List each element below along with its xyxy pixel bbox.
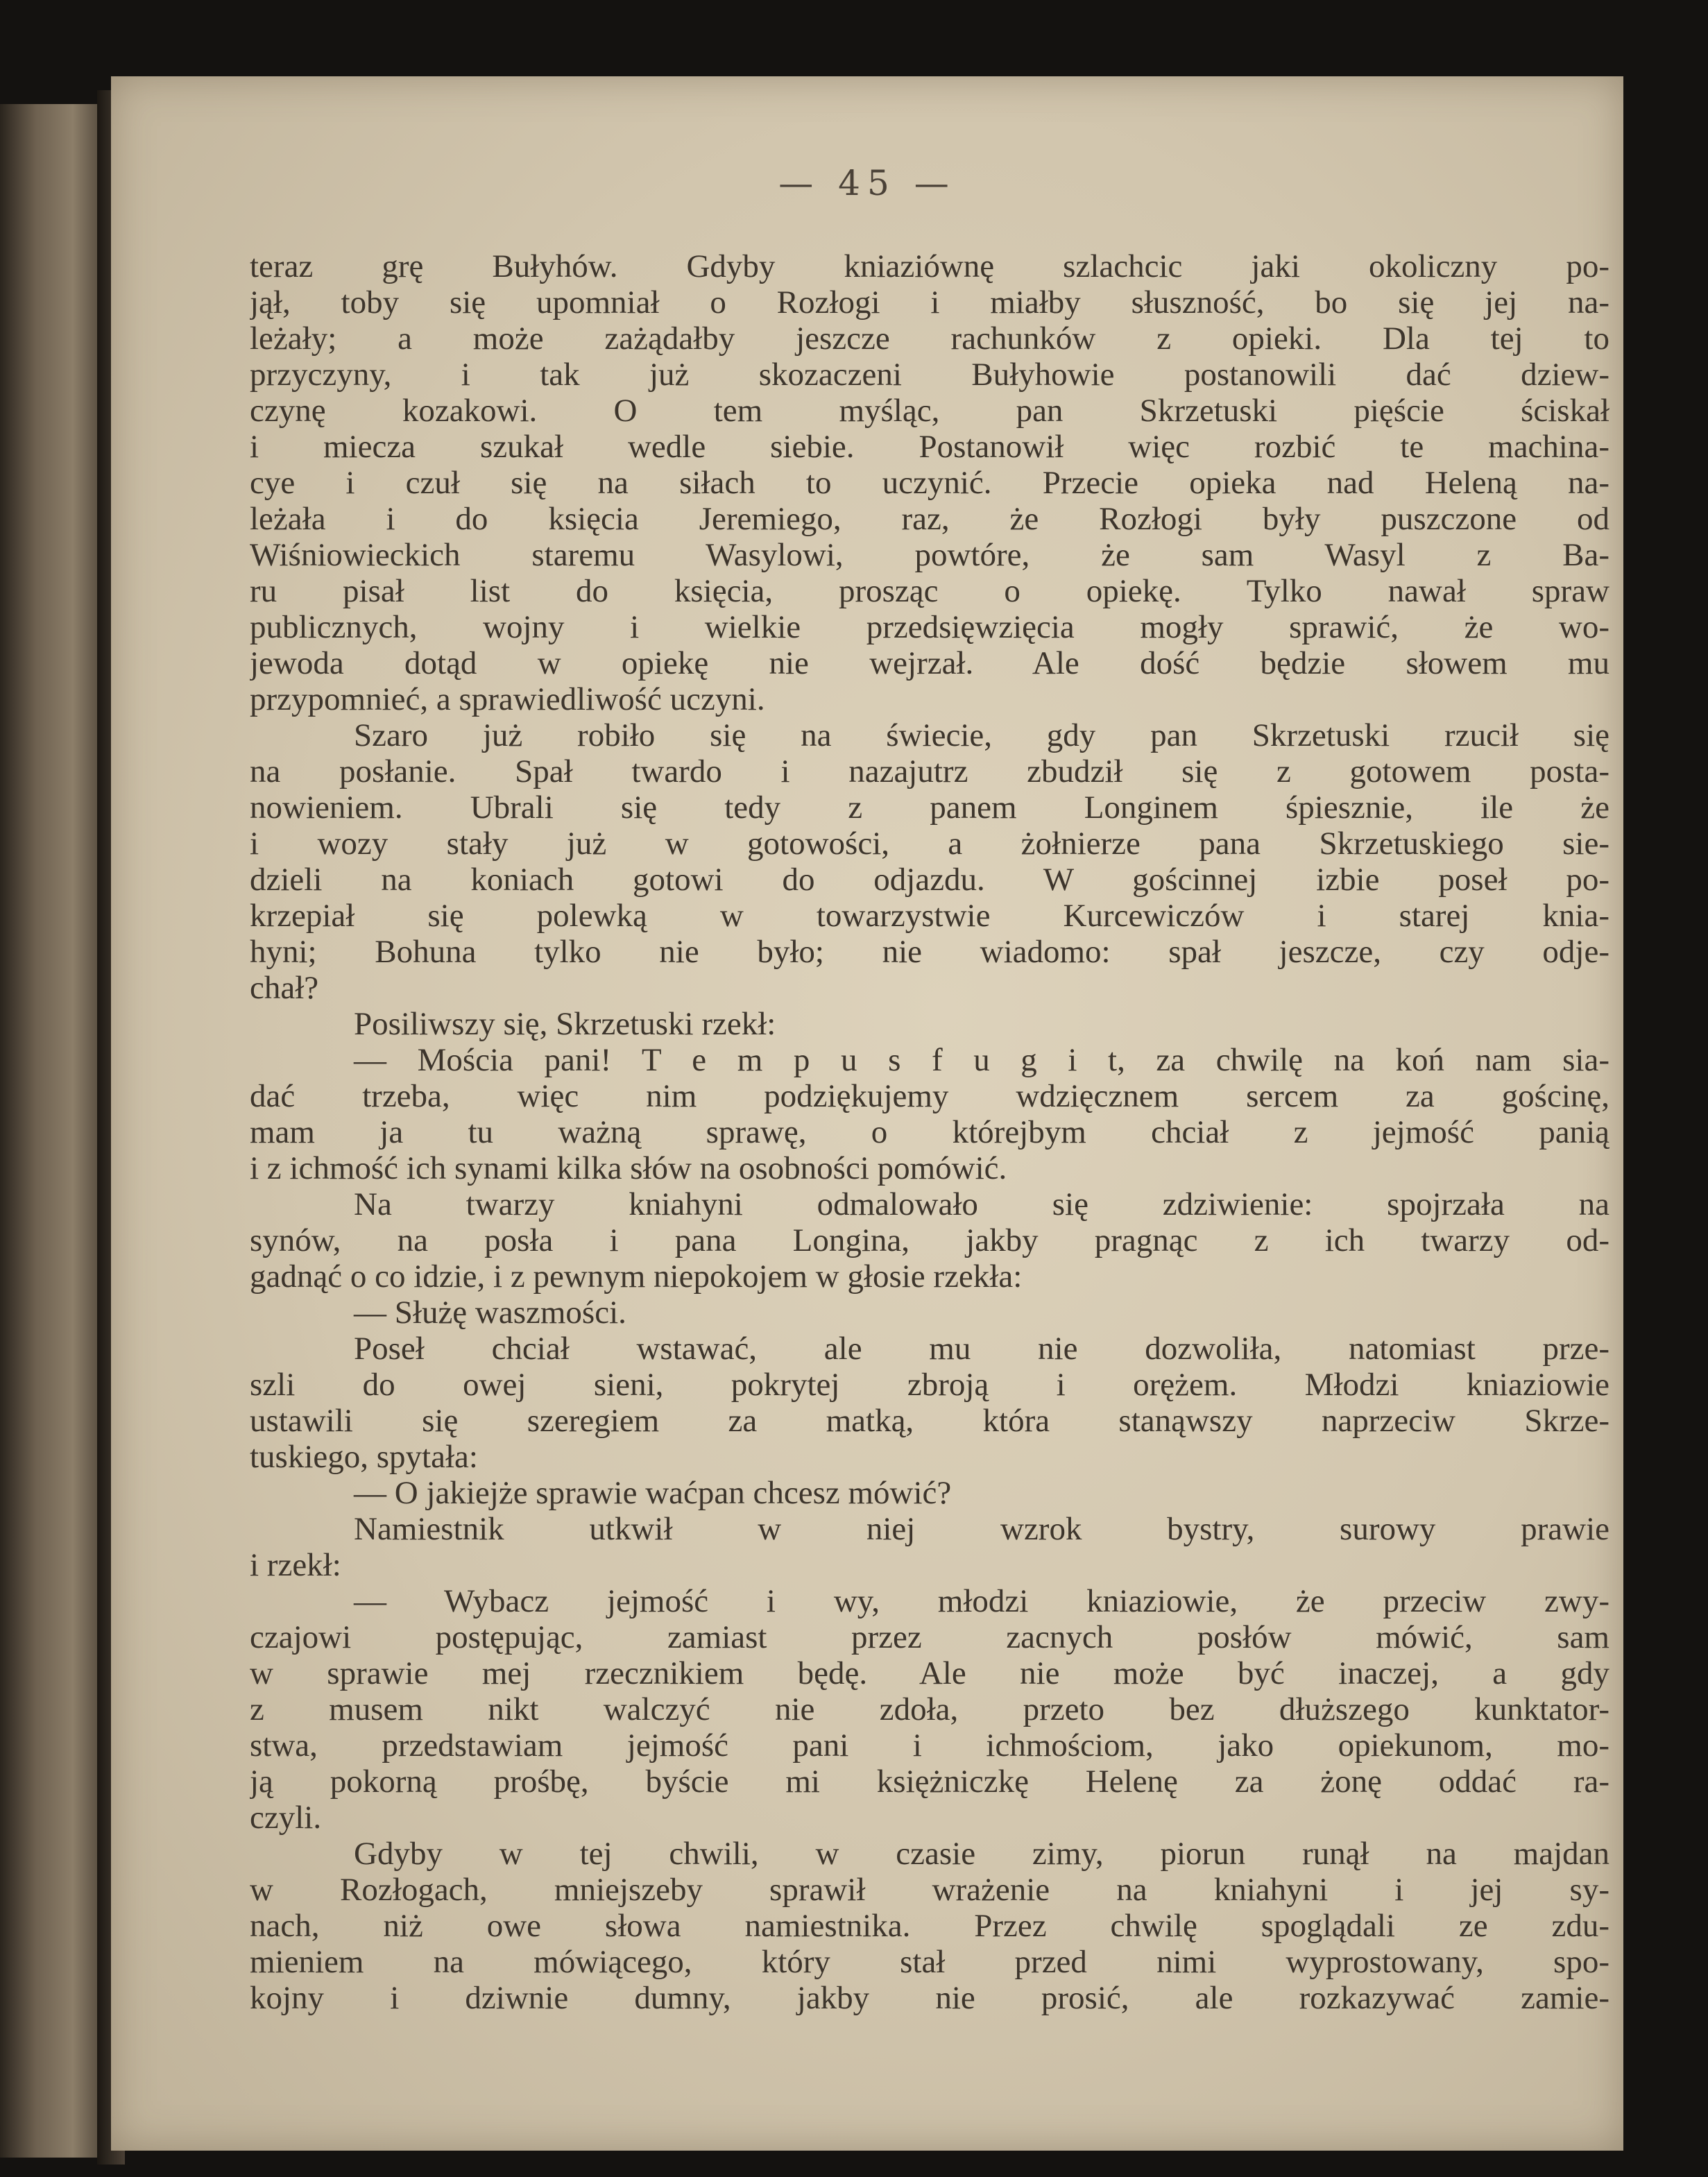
text-line: Namiestnik utkwił w niej wzrok bystry, surowy prawie [354, 1511, 1609, 1547]
text-line: gadnąć o co idzie, i z pewnym niepokojem w głosie rzekła: [250, 1258, 1023, 1295]
text-line: w sprawie mej rzecznikiem będę. Ale nie może być inaczej, a gdy [250, 1655, 1609, 1691]
text-line: leżała i do księcia Jeremiego, raz, że Rozłogi były puszczone od [250, 501, 1609, 537]
text-line: tuskiego, spytała: [250, 1439, 478, 1475]
book-page [111, 76, 1623, 2151]
text-line: na posłanie. Spał twardo i nazajutrz zbudził się z gotowem posta- [250, 753, 1609, 789]
text-line: i wozy stały już w gotowości, a żołnierze pana Skrzetuskiego sie- [250, 826, 1609, 862]
text-line: nach, niż owe słowa namiestnika. Przez chwilę spoglądali ze zdu- [250, 1908, 1609, 1944]
text-line: ustawili się szeregiem za matką, która stanąwszy naprzeciw Skrze- [250, 1403, 1609, 1439]
text-line: leżały; a może zażądałby jeszcze rachunków z opieki. Dla tej to [250, 321, 1609, 357]
text-line: publicznych, wojny i wielkie przedsięwzięcia mogły sprawić, że wo- [250, 609, 1609, 645]
text-line: Wiśniowieckich staremu Wasylowi, powtóre, że sam Wasyl z Ba- [250, 537, 1609, 573]
text-line: jął, toby się upomniał o Rozłogi i miałby słuszność, bo się jej na- [250, 284, 1609, 321]
text-line: dzieli na koniach gotowi do odjazdu. W gościnnej izbie poseł po- [250, 862, 1609, 898]
text-line: hyni; Bohuna tylko nie było; nie wiadomo: spał jeszcze, czy odje- [250, 934, 1609, 970]
text-line: przypomnieć, a sprawiedliwość uczyni. [250, 681, 765, 717]
text-line: — O jakiejże sprawie waćpan chcesz mówić? [354, 1475, 952, 1511]
text-line: czynę kozakowi. O tem myśląc, pan Skrzetuski pięście ściskał [250, 393, 1609, 429]
text-line: czajowi postępując, zamiast przez zacnych posłów mówić, sam [250, 1619, 1609, 1655]
page-number: — 45 — [778, 163, 956, 203]
text-line: ją pokorną prośbę, byście mi księżniczkę Helenę za żonę oddać ra- [250, 1764, 1609, 1800]
text-line: — Wybacz jejmość i wy, młodzi kniaziowie, że przeciw zwy- [354, 1583, 1609, 1619]
text-line: i miecza szukał wedle siebie. Postanowił więc rozbić te machina- [250, 429, 1609, 465]
text-line: ru pisał list do księcia, prosząc o opiekę. Tylko nawał spraw [250, 573, 1609, 609]
text-line: synów, na posła i pana Longina, jakby pragnąc z ich twarzy od- [250, 1222, 1609, 1258]
body-text [250, 248, 1609, 2016]
text-line: czyli. [250, 1800, 322, 1836]
text-line: i z ichmość ich synami kilka słów na osobności pomówić. [250, 1150, 1007, 1186]
text-line: jewoda dotąd w opiekę nie wejrzał. Ale dość będzie słowem mu [250, 645, 1609, 681]
text-line: przyczyny, i tak już skozaczeni Bułyhowie postanowili dać dziew- [250, 357, 1609, 393]
text-line: — Mościa pani! T e m p u s f u g i t, za chwilę na koń nam sia- [354, 1042, 1609, 1078]
text-line: z musem nikt walczyć nie zdoła, przeto bez dłuższego kunktator- [250, 1691, 1609, 1727]
text-line: i rzekł: [250, 1547, 341, 1583]
text-line: kojny i dziwnie dumny, jakby nie prosić, ale rozkazywać zamie- [250, 1980, 1609, 2016]
text-line: nowieniem. Ubrali się tedy z panem Longinem śpiesznie, ile że [250, 789, 1609, 826]
text-line: Poseł chciał wstawać, ale mu nie dozwoliła, natomiast prze- [354, 1331, 1609, 1367]
previous-page-edge [0, 104, 104, 2158]
text-line: dać trzeba, więc nim podziękujemy wdzięcznem sercem za gościnę, [250, 1078, 1609, 1114]
text-line: chał? [250, 970, 319, 1006]
text-line: krzepiał się polewką w towarzystwie Kurcewiczów i starej knia- [250, 898, 1609, 934]
text-line: szli do owej sieni, pokrytej zbroją i orężem. Młodzi kniaziowie [250, 1367, 1609, 1403]
text-line: Szaro już robiło się na świecie, gdy pan Skrzetuski rzucił się [354, 717, 1609, 753]
text-line: mam ja tu ważną sprawę, o którejbym chciał z jejmość panią [250, 1114, 1609, 1150]
text-line: mieniem na mówiącego, który stał przed nimi wyprostowany, spo- [250, 1944, 1609, 1980]
text-line: stwa, przedstawiam jejmość pani i ichmościom, jako opiekunom, mo- [250, 1727, 1609, 1764]
text-line: w Rozłogach, mniejszeby sprawił wrażenie na kniahyni i jej sy- [250, 1872, 1609, 1908]
text-line: Na twarzy kniahyni odmalowało się zdziwienie: spojrzała na [354, 1186, 1609, 1222]
text-line: — Służę waszmości. [354, 1295, 626, 1331]
text-line: Gdyby w tej chwili, w czasie zimy, piorun runął na majdan [354, 1836, 1609, 1872]
text-line: teraz grę Bułyhów. Gdyby kniaziównę szlachcic jaki okoliczny po- [250, 248, 1609, 284]
text-line: Posiliwszy się, Skrzetuski rzekł: [354, 1006, 776, 1042]
text-line: cye i czuł się na siłach to uczynić. Przecie opieka nad Heleną na- [250, 465, 1609, 501]
